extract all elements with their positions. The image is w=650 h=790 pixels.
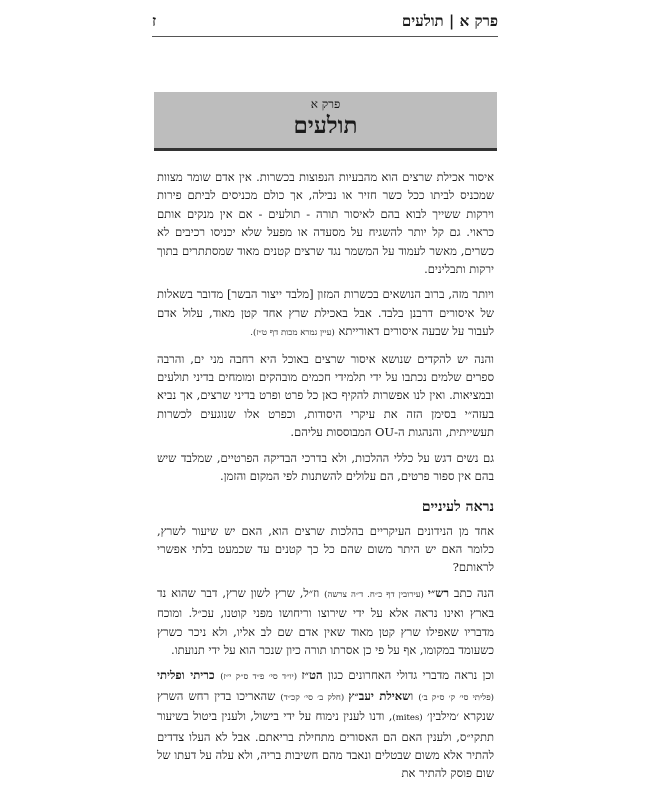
source-reference: (עיין גמרא מכות דף ט״ז). [250, 328, 335, 339]
paragraph-text: אחד מן הנידונים העיקריים בהלכות שרצים הוא, האם יש שיעור לשרץ, כלומר האם יש היתר משום שהם כל כך קטנים עד שכמעט בלתי אפשרי לראותם? [157, 523, 494, 575]
source-reference: (יו״ד סי׳ פ״ד ס״ק י״ז) [220, 672, 302, 683]
source-name: שאילת יעב״ץ [348, 688, 411, 703]
paragraph-text: איסור אכילת שרצים הוא מהבעיות הנפוצות בכשרות. אין אדם שומר מצוות שמכניס לביתו ככל כשר חזיר או נבילה, אך כולם מכניסים לביתם פירות וירקות ששייך לבוא בהם לאיסור תורה - תולעים - אם אין מנקים אותם כראוי. גם קל יותר להשגיח על מסעדה או מפעל שלא יכניסו רכיבים לא כשרים, מאשר לעמוד על המשמר נגד שרצים קטנים מאוד שמסתתרים בתוך ירקות ותבלינים. [157, 170, 494, 277]
paragraph-text: וכן נראה מדברי גדולי האחרונים כגון [322, 668, 495, 683]
source-name: רש״י [427, 585, 450, 600]
paragraph-text: שהאריכו בדין רחש השרץ שנקרא ׳מילבין׳ [157, 688, 494, 724]
source-name: הט״ז [301, 668, 323, 683]
paragraph-intro [157, 168, 494, 278]
paragraph-text: ויותר מזה, ברוב הנושאים בכשרות המזון [מלבד ייצור הבשר] מדובר בשאלות של איסורים דרבנן בלבד. אבל באכילת שרץ אחד קטן מאוד, עלול אדם לעבור על שבעה איסורים דאורייתא [157, 287, 494, 339]
english-term: (mites) [392, 713, 423, 724]
chapter-title: תולעים [293, 112, 358, 139]
section-heading: נראה לעיניים [421, 498, 494, 515]
paragraph-text: המבוססות עליהם. [290, 425, 375, 440]
paragraph-torah-prohibitions [157, 285, 494, 342]
running-header [152, 10, 498, 37]
paragraph-text: ו [410, 688, 419, 703]
paragraph-question [157, 522, 494, 577]
paragraph-scope [157, 350, 494, 442]
paragraph-text: גם נשים דגש על כללי ההלכות, ולא בדרכי הבדיקה הפרטיים, שמלבד שיש בהם אין ספור פרטים, הם עלולים להשתנות לפי המקום והזמן. [157, 450, 494, 484]
paragraph-text: , ודנו לענין נימוח על ידי בישול, ולענין ביטול בשיעור תתקי״ס, ולענין האם הם האסורים מתחילת בריאתם. אבל לא העלו צדדים להתיר אלא משום שבטלים ונאבד מהם חשיבות בריה, ולא עלה על דעתו של שום פוסק להתיר את [157, 709, 494, 781]
page-number: ז [152, 12, 157, 30]
source-name: כריתי ופליתי [157, 668, 221, 683]
paragraph-acharonim [157, 666, 494, 782]
ou-mark: OU [375, 425, 395, 440]
chapter-banner [154, 92, 497, 151]
paragraph-text: וז״ל, שרץ לשון שרץ, דבר שהוא נד בארץ ואינו נראה אלא על ידי שירוצו וריחושו מפני קוטנו, עכ״ל. ומוכח מדבריו שאפילו שרץ קטן מאוד שאין אדם שם לב אליו, ולא ניכר כשרץ כשעומד במקומו, אף על פי כן אסרתו תורה כיון שנכר הוא על ידי תנועתו. [157, 585, 494, 657]
chapter-label: פרק א [310, 97, 341, 111]
source-reference: (פליתי סי׳ ק׳ ס״ק ב׳) [418, 692, 494, 703]
paragraph-rashi [157, 584, 494, 660]
paragraph-text: והנה יש להקדים שנושא איסור שרצים באוכל היא רחבה מני ים, והרבה ספרים שלמים נכתבו על ידי תלמידי חכמים מובהקים ומומחים בדיני תולעים ובמציאות. ואין לנו אפשרות להקיף כאן כל פרט ופרט בדיני שרצים, אך נביא בעזה״י בסימן הזה את עיקרי היסודות, וכפרט אלו שנוגעים לכשרות תעשייתית, והנהגות ה- [157, 351, 494, 440]
body-text [157, 168, 494, 790]
running-title: פרק א | תולעים [401, 12, 498, 30]
paragraph-emphasis [157, 449, 494, 486]
paragraph-text: הנה כתב [449, 585, 494, 600]
source-reference: (חלק ב׳ סי׳ קכ״ד) [280, 692, 349, 703]
source-reference: (עירובין דף כ״ח. ד״ה צרשה) [324, 589, 428, 600]
